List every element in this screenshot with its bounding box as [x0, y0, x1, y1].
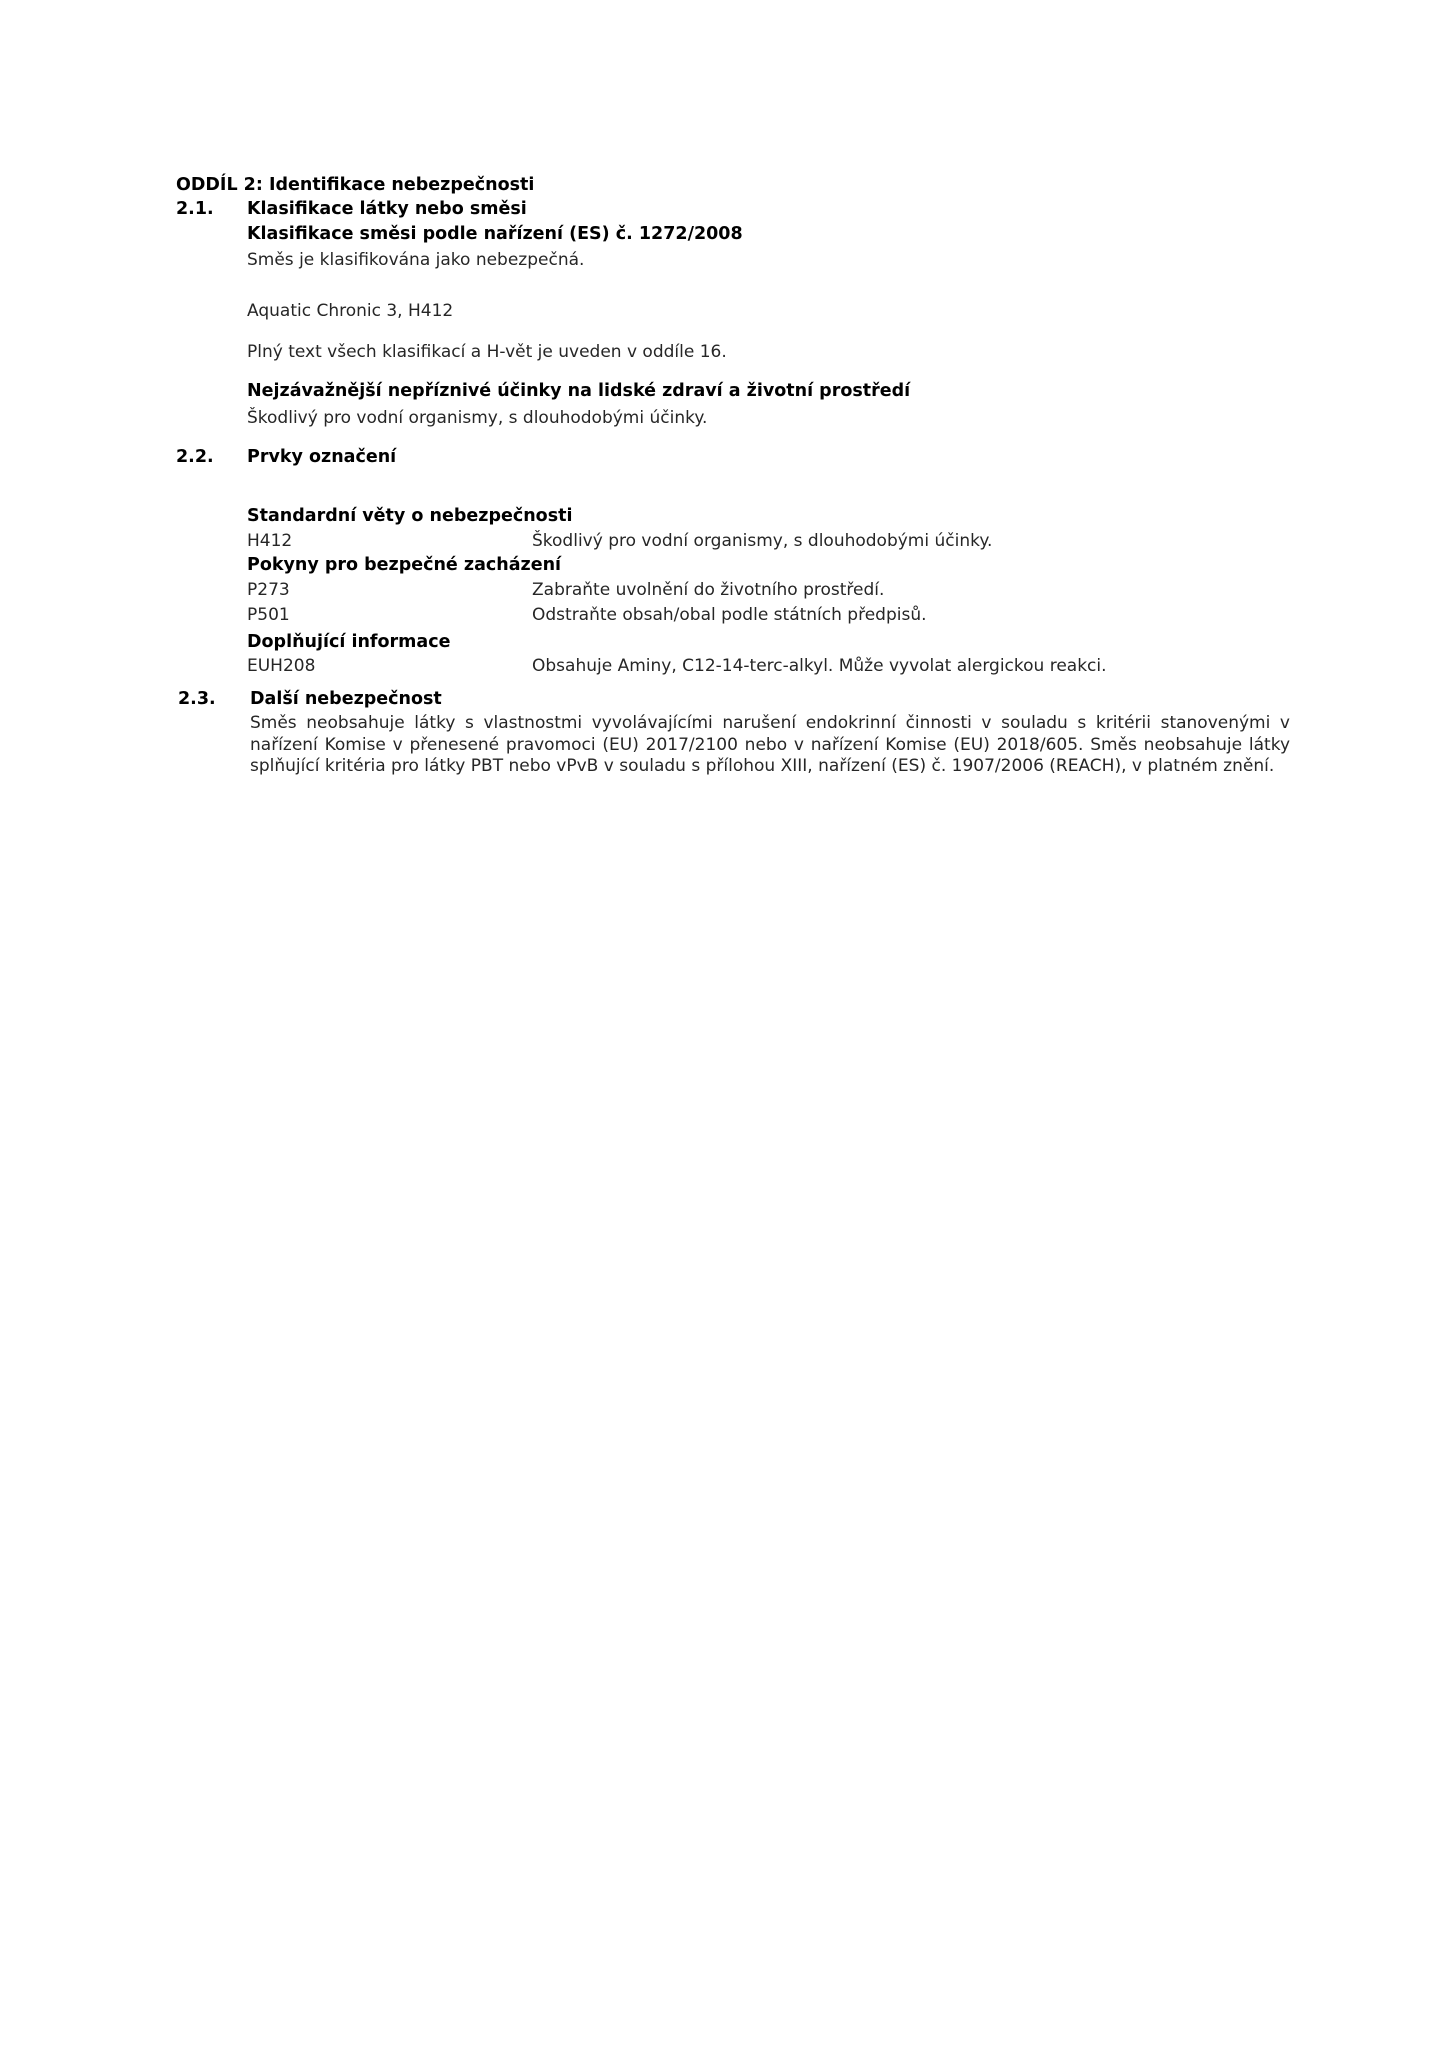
- classified-statement: Směs je klasifikována jako nebezpečná.: [247, 250, 585, 270]
- classification-value: Aquatic Chronic 3, H412: [247, 301, 454, 321]
- hazard-statements-heading: Standardní věty o nebezpečnosti: [247, 506, 573, 526]
- other-hazards-paragraph: Směs neobsahuje látky s vlastnostmi vyvolávajícími narušení endokrinní činnosti v souladu s kritérii stanovenými v nařízení Komise v přenesené pravomoci (EU) 2017/2100 nebo v nařízení Komise (EU) 2018/605. Směs neobsahuje látky splňující kritéria pro látky PBT nebo vPvB v souladu s přílohou XIII, nařízení (ES) č. 1907/2006 (REACH), v platném znění.: [250, 713, 1290, 776]
- supplemental-text: Obsahuje Aminy, C12-14-terc-alkyl. Může vyvolat alergickou reakci.: [532, 656, 1107, 676]
- section-2-3-title: Další nebezpečnost: [250, 689, 442, 709]
- section-title: ODDÍL 2: Identifikace nebezpečnosti: [176, 175, 535, 195]
- supplemental-heading: Doplňující informace: [247, 632, 451, 652]
- precaution-code: P501: [247, 605, 290, 625]
- hazard-text: Škodlivý pro vodní organismy, s dlouhodobými účinky.: [532, 531, 993, 551]
- section-2-1-number: 2.1.: [176, 199, 214, 219]
- section-2-2-title: Prvky označení: [247, 447, 397, 467]
- precaution-text: Zabraňte uvolnění do životního prostředí.: [532, 580, 885, 600]
- section-2-3-number: 2.3.: [178, 689, 216, 709]
- supplemental-code: EUH208: [247, 656, 316, 676]
- effects-heading: Nejzávažnější nepříznivé účinky na lidské zdraví a životní prostředí: [247, 381, 911, 401]
- hazard-code: H412: [247, 531, 293, 551]
- section-2-2-number: 2.2.: [176, 447, 214, 467]
- precaution-code: P273: [247, 580, 290, 600]
- precautionary-heading: Pokyny pro bezpečné zacházení: [247, 555, 562, 575]
- effects-text: Škodlivý pro vodní organismy, s dlouhodobými účinky.: [247, 408, 708, 428]
- precaution-text: Odstraňte obsah/obal podle státních předpisů.: [532, 605, 927, 625]
- classification-subtitle: Klasifikace směsi podle nařízení (ES) č. 1272/2008: [247, 224, 743, 244]
- section-2-1-title: Klasifikace látky nebo směsi: [247, 199, 527, 219]
- fulltext-note: Plný text všech klasifikací a H-vět je uveden v oddíle 16.: [247, 342, 727, 362]
